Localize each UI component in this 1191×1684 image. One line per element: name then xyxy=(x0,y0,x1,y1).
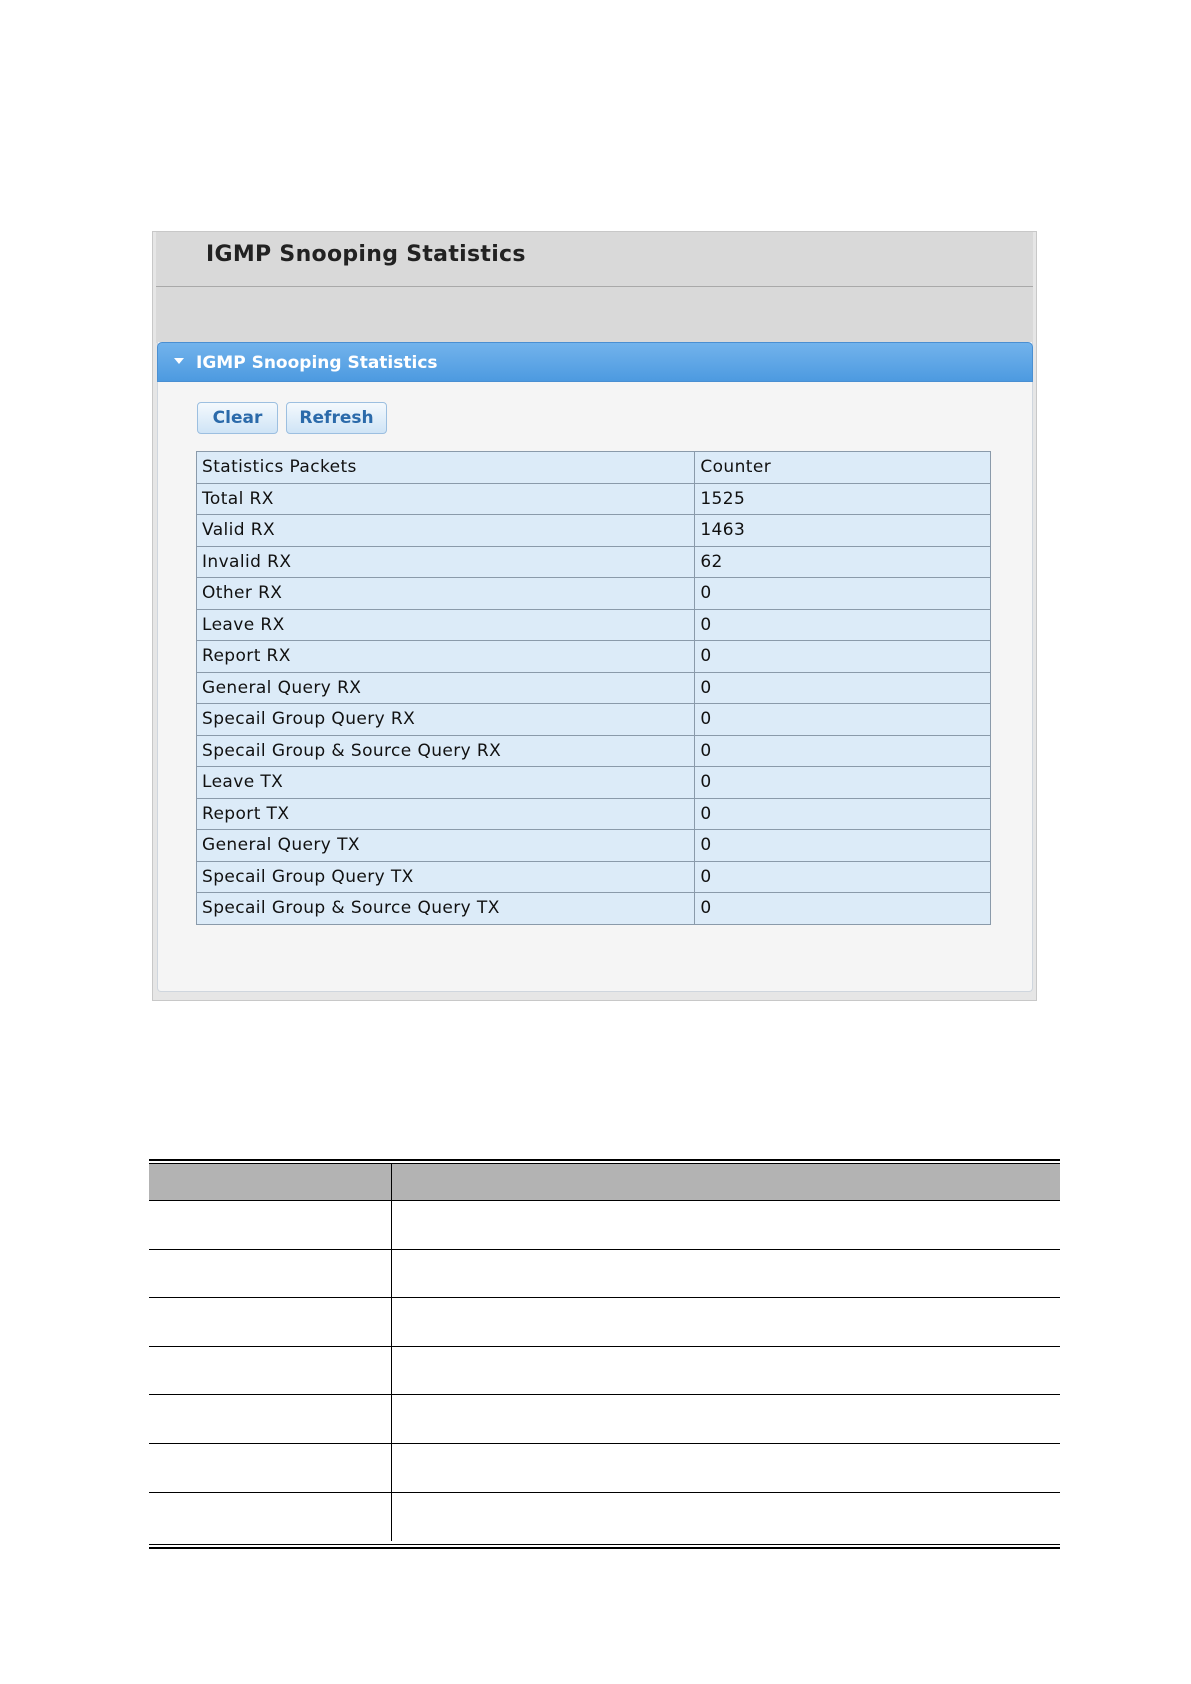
table-row xyxy=(197,483,991,515)
table-row xyxy=(197,546,991,578)
document-table-row xyxy=(149,1347,1060,1396)
document-table-row xyxy=(149,1493,1060,1542)
table-row xyxy=(197,798,991,830)
row-counter: 0 xyxy=(695,735,991,767)
table-row xyxy=(197,672,991,704)
document-table-row xyxy=(149,1395,1060,1444)
document-table-cell xyxy=(149,1250,392,1298)
row-counter: 0 xyxy=(695,798,991,830)
panel-title: IGMP Snooping Statistics xyxy=(196,353,438,373)
column-header-counter: Counter xyxy=(695,452,991,484)
document-table-header-cell xyxy=(149,1164,392,1200)
row-label: Leave RX xyxy=(197,609,695,641)
page-subbar xyxy=(156,287,1033,343)
row-counter: 0 xyxy=(695,893,991,925)
row-label: Invalid RX xyxy=(197,546,695,578)
document-table-header-cell xyxy=(392,1164,1060,1200)
table-row xyxy=(197,641,991,673)
table-header-row xyxy=(197,452,991,484)
document-table-cell xyxy=(149,1444,392,1492)
panel-header[interactable] xyxy=(157,342,1033,382)
document-table-cell xyxy=(392,1250,1060,1298)
row-counter: 0 xyxy=(695,609,991,641)
row-label: Specail Group & Source Query TX xyxy=(197,893,695,925)
table-row xyxy=(197,767,991,799)
row-label: General Query RX xyxy=(197,672,695,704)
table-row xyxy=(197,578,991,610)
table-row xyxy=(197,704,991,736)
document-table-cell xyxy=(149,1395,392,1443)
table-row xyxy=(197,861,991,893)
row-label: Specail Group & Source Query RX xyxy=(197,735,695,767)
refresh-button[interactable]: Refresh xyxy=(286,402,387,434)
row-label: General Query TX xyxy=(197,830,695,862)
caret-down-icon[interactable] xyxy=(174,358,184,364)
document-table-cell xyxy=(149,1201,392,1249)
row-label: Report RX xyxy=(197,641,695,673)
row-counter: 0 xyxy=(695,704,991,736)
row-label: Other RX xyxy=(197,578,695,610)
document-table-bottom-rule xyxy=(149,1544,1060,1549)
row-counter: 0 xyxy=(695,578,991,610)
table-row xyxy=(197,830,991,862)
row-label: Leave TX xyxy=(197,767,695,799)
row-counter: 0 xyxy=(695,861,991,893)
document-table xyxy=(149,1164,1060,1541)
row-counter: 0 xyxy=(695,641,991,673)
row-counter: 62 xyxy=(695,546,991,578)
document-table-row xyxy=(149,1250,1060,1299)
row-label: Total RX xyxy=(197,483,695,515)
document-table-cell xyxy=(392,1201,1060,1249)
document-table-header-row xyxy=(149,1164,1060,1201)
document-table-cell xyxy=(392,1298,1060,1346)
row-counter: 0 xyxy=(695,767,991,799)
document-table-cell xyxy=(392,1395,1060,1443)
document-table-row xyxy=(149,1201,1060,1250)
row-label: Report TX xyxy=(197,798,695,830)
statistics-table xyxy=(196,451,991,925)
table-row xyxy=(197,609,991,641)
row-counter: 0 xyxy=(695,672,991,704)
document-table-row xyxy=(149,1444,1060,1493)
document-table-row xyxy=(149,1298,1060,1347)
clear-button[interactable]: Clear xyxy=(197,402,278,434)
row-counter: 1525 xyxy=(695,483,991,515)
page-header xyxy=(156,232,1033,287)
document-table-cell xyxy=(149,1347,392,1395)
page-title: IGMP Snooping Statistics xyxy=(206,242,526,267)
table-row xyxy=(197,893,991,925)
table-row xyxy=(197,735,991,767)
document-table-cell xyxy=(149,1493,392,1542)
table-row xyxy=(197,515,991,547)
document-table-cell xyxy=(392,1493,1060,1542)
column-header-statistics-packets: Statistics Packets xyxy=(197,452,695,484)
document-table-cell xyxy=(392,1347,1060,1395)
row-label: Specail Group Query RX xyxy=(197,704,695,736)
row-counter: 0 xyxy=(695,830,991,862)
screenshot-frame xyxy=(152,231,1037,1001)
row-counter: 1463 xyxy=(695,515,991,547)
row-label: Specail Group Query TX xyxy=(197,861,695,893)
row-label: Valid RX xyxy=(197,515,695,547)
document-table-cell xyxy=(392,1444,1060,1492)
document-table-cell xyxy=(149,1298,392,1346)
